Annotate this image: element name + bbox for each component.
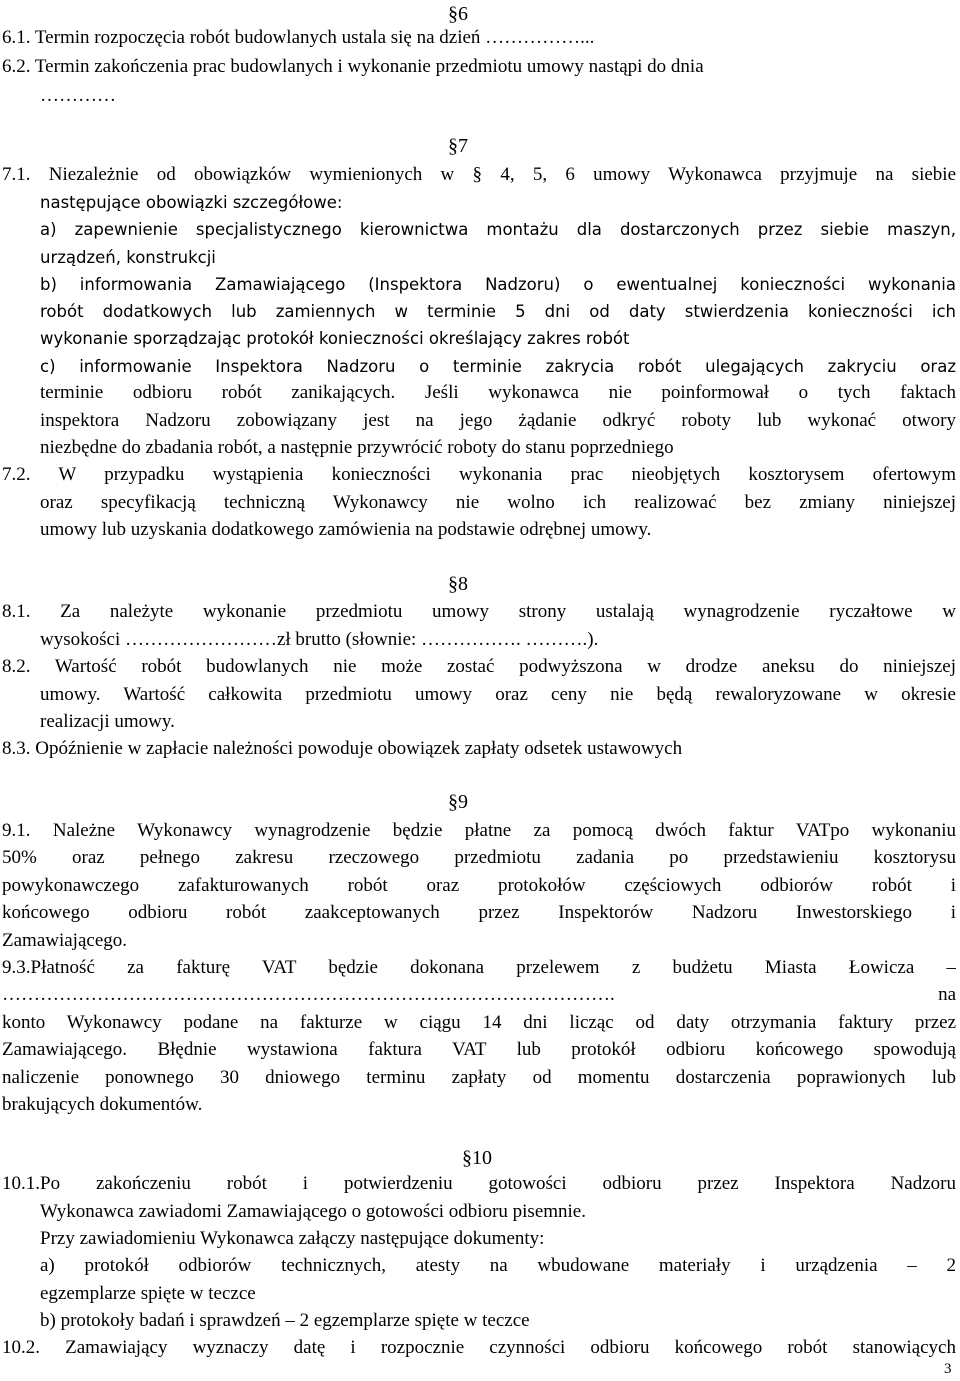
paragraph-6-2-blank: ………… xyxy=(40,85,116,106)
paragraph-6-1: 6.1. Termin rozpoczęcia robót budowlanych ustala się na dzień ……………... xyxy=(2,27,595,48)
item-7-c-cont-1: terminie odbioru robót zanikających. Jeśli wykonawca nie poinformował o tych faktach xyxy=(40,382,956,403)
paragraph-6-2: 6.2. Termin zakończenia prac budowlanych i wykonanie przedmiotu umowy nastąpi do dnia xyxy=(2,56,704,77)
paragraph-9-3-account-blank: ……………………………………………………………………………………. na xyxy=(2,984,956,1005)
paragraph-9-3-cont-4: brakujących dokumentów. xyxy=(2,1094,203,1115)
paragraph-9-3-cont-3: naliczenie ponownego 30 dniowego terminu zapłaty od momentu dostarczenia poprawionych lub xyxy=(2,1067,956,1088)
paragraph-9-3: 9.3.Płatność za fakturę VAT będzie dokonana przelewem z budżetu Miasta Łowicza – xyxy=(2,957,956,978)
paragraph-7-2-cont-1: oraz specyfikacją techniczną Wykonawcy nie wolno ich realizować bez zmiany niniejszej xyxy=(40,492,956,513)
paragraph-9-3-cont-1: konto Wykonawcy podane na fakturze w ciągu 14 dni licząc od daty otrzymania faktury przez xyxy=(2,1012,956,1033)
item-7-a-cont: urządzeń, konstrukcji xyxy=(40,248,216,267)
paragraph-9-1-cont-2: powykonawczego zafakturowanych robót oraz protokołów częściowych odbiorów robót i xyxy=(2,875,956,896)
item-7-b-cont-2: wykonanie sporządzając protokół konieczności określający zakres robót xyxy=(40,329,630,348)
item-10-b: b) protokoły badań i sprawdzeń – 2 egzemplarze spięte w teczce xyxy=(40,1310,530,1331)
paragraph-7-1-cont: następujące obowiązki szczegółowe: xyxy=(40,193,343,212)
item-7-b: b) informowania Zamawiającego (Inspektora Nadzoru) o ewentualnej konieczności wykonania xyxy=(40,275,956,294)
paragraph-8-2: 8.2. Wartość robót budowlanych nie może zostać podwyższona w drodze aneksu do niniejszej xyxy=(2,656,956,677)
paragraph-9-1-cont-1: 50% oraz pełnego zakresu rzeczowego przedmiotu zadania po przedstawieniu kosztorysu xyxy=(2,847,956,868)
paragraph-8-1-cont: wysokości ……………………zł brutto (słownie: ……………. ……….). xyxy=(40,629,599,650)
paragraph-10-1-cont: Wykonawca zawiadomi Zamawiającego o gotowości odbioru pisemnie. xyxy=(40,1201,586,1222)
paragraph-10-1-documents: Przy zawiadomieniu Wykonawca załączy następujące dokumenty: xyxy=(40,1228,545,1249)
item-7-c: c) informowanie Inspektora Nadzoru o terminie zakrycia robót ulegających zakryciu oraz xyxy=(40,357,956,376)
paragraph-8-2-cont-2: realizacji umowy. xyxy=(40,711,175,732)
section-10-heading: §10 xyxy=(462,1147,492,1169)
paragraph-7-2-cont-2: umowy lub uzyskania dodatkowego zamówienia na podstawie odrębnej umowy. xyxy=(40,519,652,540)
item-7-b-cont-1: robót dodatkowych lub zamiennych w terminie 5 dni od daty stwierdzenia konieczności ich xyxy=(40,302,956,321)
paragraph-8-3: 8.3. Opóźnienie w zapłacie należności powoduje obowiązek zapłaty odsetek ustawowych xyxy=(2,738,683,759)
paragraph-9-1: 9.1. Należne Wykonawcy wynagrodzenie będzie płatne za pomocą dwóch faktur VATpo wykonaniu xyxy=(2,820,956,841)
item-10-a-cont: egzemplarze spięte w teczce xyxy=(40,1283,256,1304)
section-9-heading: §9 xyxy=(448,791,468,813)
paragraph-9-3-cont-2: Zamawiającego. Błędnie wystawiona faktura VAT lub protokół odbioru końcowego spowodują xyxy=(2,1039,956,1060)
paragraph-8-1: 8.1. Za należyte wykonanie przedmiotu umowy strony ustalają wynagrodzenie ryczałtowe w xyxy=(2,601,956,622)
item-7-a: a) zapewnienie specjalistycznego kierownictwa montażu dla dostarczonych przez siebie maszyn, xyxy=(40,220,956,239)
paragraph-7-1: 7.1. Niezależnie od obowiązków wymienionych w § 4, 5, 6 umowy Wykonawca przyjmuje na siebie xyxy=(2,164,956,185)
item-7-c-cont-2: inspektora Nadzoru zobowiązany jest na jego żądanie odkryć roboty lub wykonać otwory xyxy=(40,410,956,431)
section-7-heading: §7 xyxy=(448,135,468,157)
paragraph-7-2: 7.2. W przypadku wystąpienia konieczności wykonania prac nieobjętych kosztorysem ofertowym xyxy=(2,464,956,485)
item-10-a: a) protokół odbiorów technicznych, atesty na wbudowane materiały i urządzenia – 2 xyxy=(40,1255,956,1276)
paragraph-8-2-cont-1: umowy. Wartość całkowita przedmiotu umowy oraz ceny nie będą rewaloryzowane w okresie xyxy=(40,684,956,705)
page-number: 3 xyxy=(944,1361,952,1377)
section-8-heading: §8 xyxy=(448,573,468,595)
paragraph-9-1-cont-4: Zamawiającego. xyxy=(2,930,128,951)
item-7-c-cont-3: niezbędne do zbadania robót, a następnie przywrócić roboty do stanu poprzedniego xyxy=(40,437,674,458)
section-6-heading: §6 xyxy=(448,3,468,25)
paragraph-10-2: 10.2. Zamawiający wyznaczy datę i rozpocznie czynności odbioru końcowego robót stanowiących xyxy=(2,1337,956,1358)
paragraph-9-1-cont-3: końcowego odbioru robót zaakceptowanych przez Inspektorów Nadzoru Inwestorskiego i xyxy=(2,902,956,923)
paragraph-10-1: 10.1.Po zakończeniu robót i potwierdzeniu gotowości odbioru przez Inspektora Nadzoru xyxy=(2,1173,956,1194)
